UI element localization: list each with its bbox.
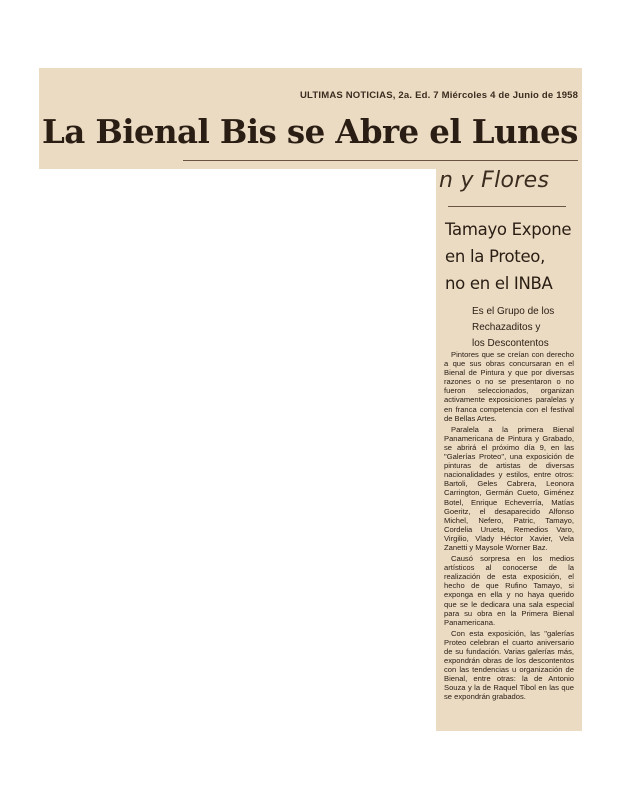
headline-rule [183, 160, 578, 161]
article-paragraph: Con esta exposición, las "galerías Proteo celebran el cuarto aniversario de su fundación. Varias galerías más, expondrán obras de los descontentos con las tendencias u organización de Bienal, entre otras: la de Antonio Souza y la de Raquel Tibol en las que se expondrán grabados. [444, 628, 574, 702]
headline: La Bienal Bis se Abre el Lunes [42, 112, 578, 151]
column-rule [448, 206, 566, 207]
article-title-line: en la Proteo, [445, 247, 546, 266]
article-paragraph: Causó sorpresa en los medios artísticos al conocerse de la realización de esta exposición, el hecho de que Rufino Tamayo, si exponga en ella y no haya querido que se le dedicara una sala especial para su obra en la Primera Bienal Panamericana. [444, 554, 574, 627]
subhead-fragment: n y Flores [439, 168, 550, 193]
article-title-line: Tamayo Expone [445, 220, 572, 239]
article-deck-line: Rechazaditos y [472, 322, 541, 333]
article-deck-line: los Descontentos [472, 338, 549, 349]
article-title [445, 216, 580, 297]
article-paragraph: Paralela a la primera Bienal Panamericana de Pintura y Grabado, se abrirá el próximo día 9, en las "Galerías Proteo", una exposición de pinturas de artistas de diversas nacionalidades y estilos, entre otros: Bartoli, Geles Cabrera, Leonora Carrington, Germán Cueto, Giménez Botel, Enrique Echeverría, Matías Goeritz, el desaparecido Alfonso Michel, Nefero, Patric, Tamayo, Cordelia Urueta, Remedios Varo, Virgilio, Vlady Héctor Xavier, Vela Zanetti y Maysole Worner Baz. [444, 424, 574, 552]
dateline: ULTIMAS NOTICIAS, 2a. Ed. 7 Miércoles 4 de Junio de 1958 [300, 90, 579, 101]
article-body [444, 350, 574, 704]
article-deck [472, 304, 582, 352]
article-deck-line: Es el Grupo de los [472, 306, 555, 317]
article-paragraph: Pintores que se creían con derecho a que sus obras concursaran en el Bienal de Pintura y que por diversas razones o no se presentaron o no fueron seleccionados, organizan activamente exposiciones paralelas y en franca competencia con el festival de Bellas Artes. [444, 350, 574, 423]
article-title-line: no en el INBA [445, 274, 553, 293]
